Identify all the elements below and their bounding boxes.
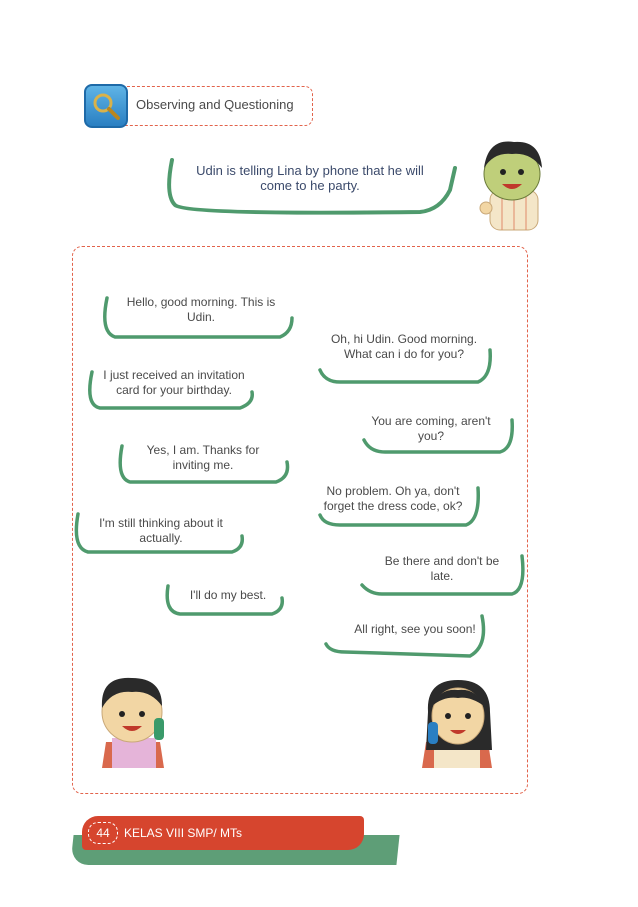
dialogue-line-6: No problem. Oh ya, don't forget the dress code, ok? xyxy=(323,484,463,513)
dialogue-line-1: Hello, good morning. This is Udin. xyxy=(126,295,276,324)
dialogue-line-8: Be there and don't be late. xyxy=(384,554,500,583)
book-label: KELAS VIII SMP/ MTs xyxy=(124,826,243,840)
dialogue-line-3: I just received an invitation card for your birthday. xyxy=(103,368,245,397)
dialogue-line-2: Oh, hi Udin. Good morning. What can i do for you? xyxy=(330,332,478,361)
dialogue-line-7: I'm still thinking about it actually. xyxy=(99,516,223,545)
dialogue-line-5: Yes, I am. Thanks for inviting me. xyxy=(146,443,260,472)
dialogue-line-10: All right, see you soon! xyxy=(354,622,476,636)
udin-character-top xyxy=(480,142,542,230)
dialogue-line-4: You are coming, aren't you? xyxy=(371,414,491,443)
dialogue-line-9: I'll do my best. xyxy=(189,588,267,602)
page-number: 44 xyxy=(88,822,118,844)
intro-text: Udin is telling Lina by phone that he will come to he party. xyxy=(196,163,424,193)
section-title: Observing and Questioning xyxy=(136,97,294,112)
